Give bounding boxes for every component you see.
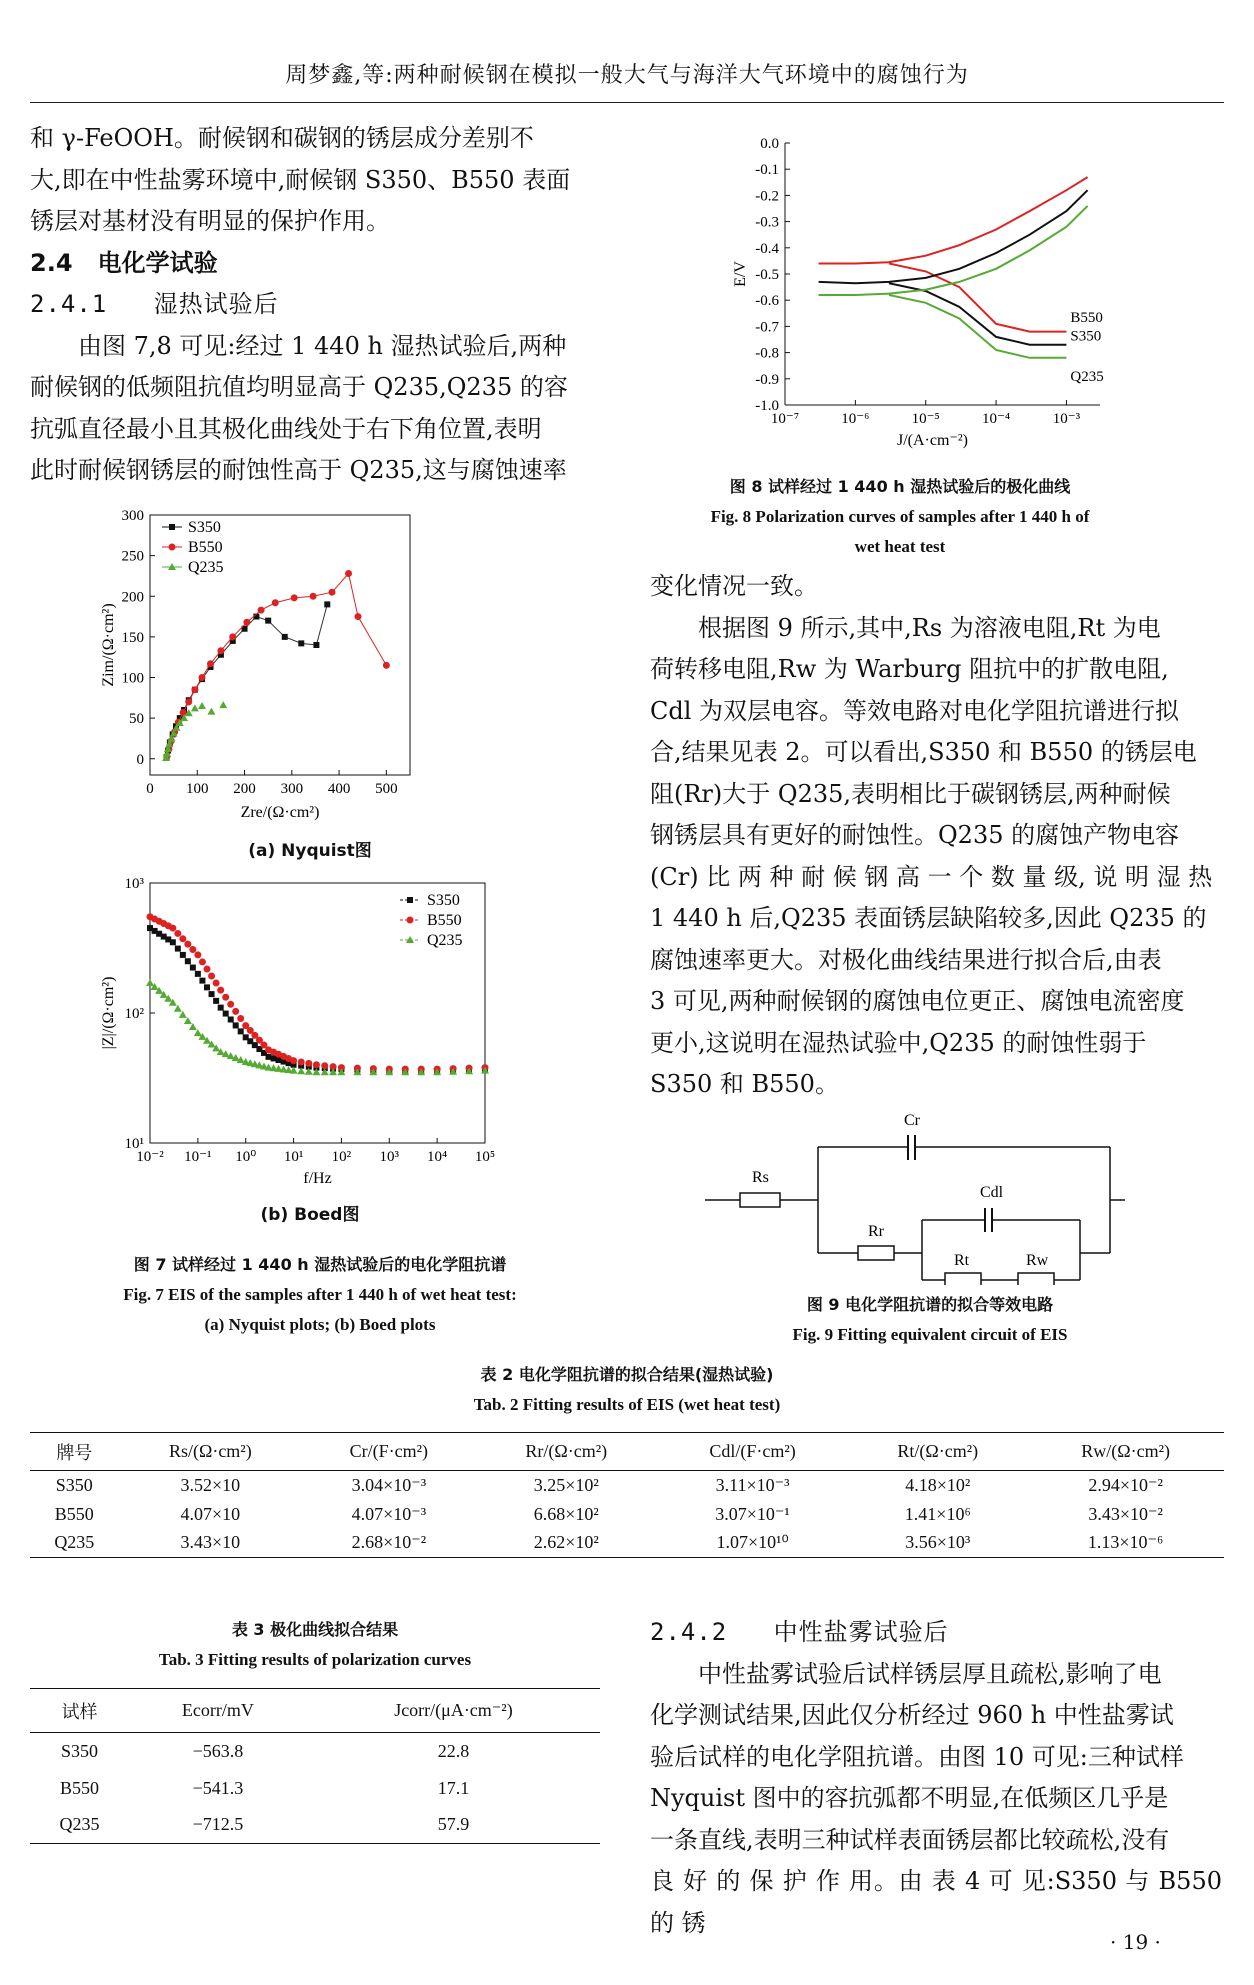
table-row [30, 1529, 1224, 1558]
data-point [310, 593, 317, 600]
x-tick-label: 10³ [379, 1149, 400, 1165]
table-header-cell: Rw/(Ω·cm²) [1081, 1441, 1170, 1461]
para-line: S350 和 B550。 [650, 1070, 839, 1098]
data-point [180, 952, 186, 958]
rr-label: Rr [868, 1223, 884, 1240]
y-tick-label: 250 [121, 548, 144, 565]
x-tick-label: 10⁻⁷ [770, 411, 800, 427]
section-heading-2-4-2 [650, 1612, 1222, 1654]
para-line: 根据图 9 所示,其中,Rs 为溶液电阻,Rt 为电 [698, 613, 1161, 642]
data-point [305, 1060, 312, 1067]
data-point [227, 1001, 234, 1008]
data-point [223, 1011, 229, 1017]
data-point [199, 674, 206, 681]
section-title: 中性盐雾试验后 [773, 1618, 949, 1646]
table-cell: 1.07×10¹⁰ [716, 1532, 789, 1553]
table-cell: 3.56×10³ [905, 1532, 971, 1553]
x-axis-label: J/(A·cm⁻²) [897, 432, 968, 449]
data-point [194, 951, 201, 958]
y-tick-label: -0.2 [755, 188, 779, 205]
table-header-cell: Cr/(F·cm²) [349, 1441, 429, 1461]
series-label: S350 [1070, 328, 1102, 345]
y-tick-label: 100 [121, 670, 144, 687]
para-line: 一条直线,表明三种试样表面锈层都比较疏松,没有 [650, 1825, 1170, 1854]
para-line: 化学测试结果,因此仅分析经过 960 h 中性盐雾试 [650, 1701, 1174, 1729]
table-cell: 1.13×10⁻⁶ [1087, 1532, 1164, 1553]
para-line: 抗弧直径最小且其极化曲线处于右下角位置,表明 [30, 414, 542, 443]
right-text [650, 566, 1222, 1106]
table-cell: S350 [55, 1474, 93, 1495]
para-line: 和 γ-FeOOH。耐候钢和碳钢的锈层成分差别不 [30, 124, 534, 152]
section-title: 湿热试验后 [153, 290, 279, 318]
para-line: 钢锈层具有更好的耐蚀性。Q235 的腐蚀产物电容 [650, 821, 1180, 849]
y-tick-label: 150 [121, 629, 144, 646]
para-line: 腐蚀速率更大。对极化曲线结果进行拟合后,由表 [650, 945, 1162, 974]
data-point [291, 594, 298, 601]
fig7-caption-cn: 图 7 试样经过 1 440 h 湿热试验后的电化学阻抗谱 [133, 1255, 507, 1274]
data-point [238, 1028, 244, 1034]
x-tick-label: 300 [280, 781, 304, 797]
fig7a-subcaption: (a) Nyquist图 [248, 841, 372, 861]
table3-title [30, 1615, 600, 1675]
table-cell: B550 [54, 1503, 94, 1524]
section-number: 2.4.2 [650, 1618, 728, 1646]
data-point [298, 640, 304, 646]
data-point [355, 613, 362, 620]
table-row [30, 1770, 600, 1807]
data-point [203, 965, 210, 972]
left-top-text [30, 118, 600, 492]
table-cell: 6.68×10² [533, 1503, 599, 1524]
series-label: Q235 [1070, 369, 1104, 386]
series-label: B550 [1070, 310, 1103, 327]
data-point [213, 998, 219, 1004]
table3-title-cn: 表 3 极化曲线拟合结果 [231, 1620, 399, 1639]
para-line: 良 好 的 保 护 作 用。由 表 4 可 见:S350 与 B550 的 锈 [650, 1867, 1222, 1937]
x-tick-label: 500 [375, 781, 398, 797]
table-cell: 57.9 [437, 1814, 470, 1835]
y-tick-label: -0.8 [755, 345, 779, 362]
table-header-row [30, 1433, 1224, 1471]
legend-label: S350 [188, 519, 221, 536]
y-tick-label: 200 [121, 589, 144, 606]
legend-label: B550 [188, 539, 223, 556]
para-line: 大,即在中性盐雾环境中,耐候钢 S350、B550 表面 [30, 165, 571, 194]
data-point [258, 607, 265, 614]
legend-label: Q235 [427, 932, 463, 949]
data-point [383, 662, 390, 669]
rt-resistor [945, 1273, 981, 1285]
data-point [217, 987, 224, 994]
data-point [219, 701, 227, 708]
y-tick-label: -1.0 [755, 398, 779, 414]
table-cell: 3.43×10 [180, 1532, 241, 1553]
para-line: 验后试样的电化学阻抗谱。由图 10 可见:三种试样 [650, 1742, 1184, 1771]
fig9-caption-en: Fig. 9 Fitting equivalent circuit of EIS [792, 1325, 1068, 1344]
table-cell: Q235 [54, 1532, 95, 1553]
y-tick-label: -0.9 [755, 371, 779, 388]
table-cell: 2.94×10⁻² [1088, 1474, 1163, 1495]
para-line: 荷转移电阻,Rw 为 Warburg 阻抗中的扩散电阻, [650, 655, 1169, 683]
data-point [169, 544, 176, 551]
rr-resistor [858, 1246, 894, 1260]
para-line: Nyquist 图中的容抗弧都不明显,在低频区几乎是 [650, 1784, 1169, 1812]
data-point [345, 570, 352, 577]
data-point [198, 702, 206, 709]
data-point [185, 698, 192, 705]
data-point [209, 991, 215, 997]
data-point [194, 1029, 202, 1036]
y-axis-label: E/V [732, 261, 749, 287]
table-cell: 17.1 [437, 1777, 470, 1798]
data-point [190, 965, 196, 971]
cr-label: Cr [904, 1112, 920, 1129]
data-point [204, 984, 210, 990]
para-line: 耐候钢的低频阻抗值均明显高于 Q235,Q235 的容 [30, 373, 568, 401]
data-point [199, 978, 205, 984]
table-cell: 4.07×10⁻³ [351, 1503, 427, 1524]
data-point [207, 660, 214, 667]
para-line: 此时耐候钢锈层的耐蚀性高于 Q235,这与腐蚀速率 [30, 456, 567, 484]
y-tick-label: 10² [124, 1006, 144, 1022]
data-point [146, 979, 154, 986]
table-header-cell: Jcorr/(μA·cm⁻²) [394, 1700, 513, 1720]
para-line: (Cr) 比 两 种 耐 候 钢 高 一 个 数 量 级, 说 明 湿 热 [650, 862, 1213, 891]
x-tick-label: 10⁻⁴ [981, 411, 1011, 427]
y-tick-label: 0.0 [760, 136, 779, 152]
fig8-caption-en: wet heat test [854, 537, 946, 556]
table-header-cell: Rr/(Ω·cm²) [525, 1441, 608, 1461]
y-axis-label: Zim/(Ω·cm²) [100, 603, 117, 687]
data-point [174, 930, 181, 937]
table-cell: 22.8 [437, 1740, 470, 1761]
para-line: 中性盐雾试验后试样锈层厚且疏松,影响了电 [698, 1659, 1162, 1688]
y-tick-label: 10³ [124, 876, 144, 892]
table-header-cell: 试样 [61, 1701, 98, 1722]
x-tick-label: 400 [327, 781, 351, 797]
para-line: Cdl 为双层电容。等效电路对电化学阻抗谱进行拟 [650, 696, 1180, 725]
x-tick-label: 200 [233, 781, 256, 797]
fig9-caption [650, 1290, 1210, 1350]
x-tick-label: 10⁻⁶ [841, 411, 870, 427]
table2-title [0, 1360, 1254, 1420]
data-point [407, 897, 413, 903]
section-2-4-2-text [650, 1612, 1222, 1944]
para-line: 锈层对基材没有明显的保护作用。 [30, 207, 390, 235]
data-point [208, 973, 215, 980]
running-header: 周梦鑫,等:两种耐候钢在模拟一般大气与海洋大气环境中的腐蚀行为 [285, 63, 969, 88]
table-cell: 1.41×10⁶ [904, 1503, 971, 1524]
table2-title-cn: 表 2 电化学阻抗谱的拟合结果(湿热试验) [480, 1365, 774, 1384]
x-tick-label: 10² [331, 1149, 352, 1165]
x-tick-label: 100 [186, 781, 209, 797]
fig9-caption-cn: 图 9 电化学阻抗谱的拟合等效电路 [806, 1295, 1054, 1314]
section-title: 电化学试验 [97, 248, 218, 277]
rw-resistor [1018, 1273, 1054, 1285]
para-line: 更小,这说明在湿热试验中,Q235 的耐蚀性弱于 [650, 1028, 1147, 1057]
table-cell: Q235 [59, 1814, 100, 1835]
anodic-branch [819, 177, 1088, 263]
table2-title-en: Tab. 2 Fitting results of EIS (wet heat test) [473, 1395, 781, 1414]
y-tick-label: 50 [129, 711, 144, 728]
y-tick-label: -0.6 [755, 293, 779, 310]
para-line: 合,结果见表 2。可以看出,S350 和 B550 的锈层电 [650, 738, 1197, 766]
data-point [189, 946, 196, 953]
legend-label: Q235 [188, 559, 224, 576]
data-point [329, 589, 336, 596]
data-point [195, 971, 201, 977]
section-number: 2.4.1 [30, 290, 108, 318]
table-row [30, 1733, 600, 1770]
table-header-row [30, 1689, 600, 1733]
data-point [265, 618, 271, 624]
data-point [282, 634, 288, 640]
para-line: 1 440 h 后,Q235 表面锈层缺陷较多,因此 Q235 的 [650, 904, 1207, 932]
data-point [232, 1008, 239, 1015]
legend-label: B550 [427, 912, 462, 929]
data-point [179, 935, 186, 942]
table-cell: B550 [59, 1777, 99, 1798]
data-point [174, 1005, 182, 1012]
table-row [30, 1500, 1224, 1529]
data-point [228, 1016, 234, 1022]
y-tick-label: 10¹ [124, 1136, 144, 1152]
fig7-caption-en: Fig. 7 EIS of the samples after 1 440 h of wet heat test: [123, 1285, 517, 1304]
data-point [207, 708, 215, 715]
table3 [30, 1688, 600, 1844]
x-tick-label: 10⁻³ [1052, 411, 1081, 427]
data-point [189, 1023, 197, 1030]
data-point [170, 939, 176, 945]
para-line: 变化情况一致。 [650, 572, 818, 600]
data-point [185, 958, 191, 964]
table2 [30, 1432, 1224, 1558]
table-row [30, 1807, 600, 1844]
fig7b-subcaption: (b) Boed图 [260, 1205, 360, 1225]
data-point [321, 1062, 328, 1069]
table-row [30, 1471, 1224, 1500]
data-point [180, 709, 187, 716]
section-number: 2.4 [30, 248, 73, 277]
rs-label: Rs [752, 1169, 769, 1186]
anodic-branch [819, 206, 1088, 295]
data-point [169, 524, 175, 530]
header-rule [30, 102, 1224, 103]
table-cell: 3.07×10⁻¹ [715, 1503, 790, 1524]
table-header-cell: Rs/(Ω·cm²) [168, 1441, 252, 1461]
data-point [313, 1061, 320, 1068]
y-tick-label: -0.4 [755, 240, 779, 257]
data-point [313, 642, 319, 648]
table-cell: −712.5 [192, 1814, 244, 1835]
table-cell: S350 [60, 1740, 98, 1761]
y-tick-label: -0.3 [755, 214, 779, 231]
fig8-caption [620, 472, 1180, 562]
data-point [213, 980, 220, 987]
rs-resistor [740, 1193, 780, 1207]
table-cell: 2.62×10² [533, 1532, 599, 1553]
x-axis-label: f/Hz [303, 1170, 332, 1187]
data-point [229, 633, 236, 640]
y-tick-label: -0.7 [755, 319, 779, 336]
fig8-caption-cn: 图 8 试样经过 1 440 h 湿热试验后的极化曲线 [729, 477, 1071, 496]
anodic-branch [819, 190, 1088, 283]
table-cell: −541.3 [192, 1777, 244, 1798]
para-line: 由图 7,8 可见:经过 1 440 h 湿热试验后,两种 [78, 331, 567, 360]
para-line: 3 可见,两种耐候钢的腐蚀电位更正、腐蚀电流密度 [650, 987, 1185, 1015]
y-axis-label: |Z|/(Ω·cm²) [100, 976, 117, 1050]
data-point [184, 1017, 192, 1024]
data-point [407, 917, 414, 924]
table-header-cell: Ecorr/mV [181, 1700, 254, 1720]
data-point [169, 925, 176, 932]
cdl-label: Cdl [980, 1184, 1004, 1201]
table-cell: 2.68×10⁻² [351, 1532, 427, 1553]
y-tick-label: -0.5 [755, 267, 779, 283]
y-tick-label: 0 [136, 751, 144, 768]
table-cell: −563.8 [192, 1740, 244, 1761]
legend-label: S350 [427, 892, 460, 909]
x-tick-label: 10⁻⁵ [911, 411, 940, 427]
fig7-caption-en: (a) Nyquist plots; (b) Boed plots [204, 1315, 436, 1334]
data-point [298, 1059, 305, 1066]
data-point [290, 1057, 297, 1064]
x-tick-label: 10⁻² [136, 1149, 164, 1165]
table-cell: 3.52×10 [180, 1474, 241, 1495]
data-point [199, 958, 206, 965]
data-point [191, 704, 199, 711]
section-heading-2-4 [30, 243, 600, 285]
data-point [184, 941, 191, 948]
fig7a-nyquist-chart [95, 500, 515, 840]
table-cell: 3.43×10⁻² [1088, 1503, 1163, 1524]
data-point [324, 601, 330, 607]
fig7b-bode-chart [95, 868, 515, 1198]
table-header-cell: Rt/(Ω·cm²) [897, 1441, 979, 1461]
table-header-cell: 牌号 [56, 1442, 93, 1463]
table-cell: 4.18×10² [905, 1474, 971, 1495]
table-cell: 3.04×10⁻³ [351, 1474, 427, 1495]
data-point [217, 647, 224, 654]
x-tick-label: 10⁻¹ [184, 1149, 212, 1165]
table-cell: 3.25×10² [533, 1474, 599, 1495]
data-point [191, 686, 198, 693]
fig8-caption-en: Fig. 8 Polarization curves of samples after 1 440 h of [710, 507, 1090, 526]
table-cell: 3.11×10⁻³ [715, 1474, 790, 1495]
data-point [175, 946, 181, 952]
x-tick-label: 10⁵ [474, 1149, 496, 1165]
fig9-circuit [700, 1105, 1130, 1285]
data-point [272, 599, 279, 606]
fig7-caption [40, 1250, 600, 1340]
x-tick-label: 10¹ [283, 1149, 304, 1165]
x-tick-label: 10⁰ [235, 1149, 257, 1165]
data-point [222, 994, 229, 1001]
table-header-cell: Cdl/(F·cm²) [709, 1441, 796, 1461]
table-cell: 4.07×10 [180, 1503, 241, 1524]
rw-label: Rw [1026, 1252, 1049, 1269]
y-tick-label: 300 [121, 508, 144, 524]
para-line: 阻(Rr)大于 Q235,表明相比于碳钢锈层,两种耐候 [650, 779, 1171, 808]
x-axis-label: Zre/(Ω·cm²) [240, 804, 320, 821]
x-tick-label: 0 [146, 781, 154, 797]
data-point [179, 1011, 187, 1018]
fig8-polarization-chart [690, 125, 1130, 460]
data-point [237, 1015, 244, 1022]
section-heading-2-4-1 [30, 284, 600, 326]
x-tick-label: 10⁴ [427, 1149, 448, 1165]
data-point [243, 619, 250, 626]
data-point [233, 1022, 239, 1028]
page-number: · 19 · [1110, 1930, 1161, 1954]
data-point [218, 1005, 224, 1011]
y-tick-label: -0.1 [755, 162, 779, 179]
table3-title-en: Tab. 3 Fitting results of polarization curves [158, 1650, 472, 1669]
rt-label: Rt [954, 1252, 970, 1269]
